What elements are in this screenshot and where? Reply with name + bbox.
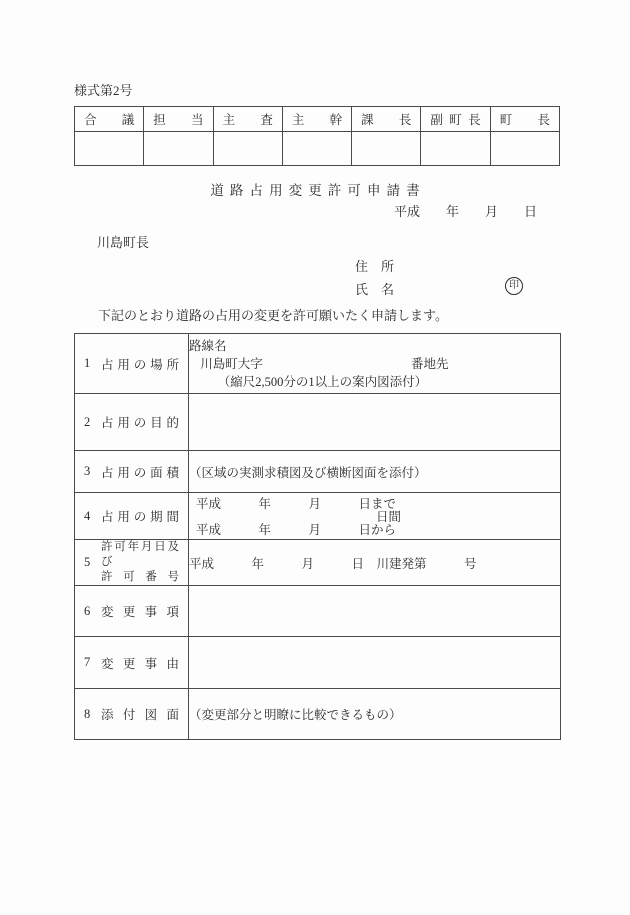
row-label: 変更事由	[101, 656, 179, 671]
row-label-cell	[75, 689, 189, 740]
row-label-cell	[75, 451, 189, 493]
row-occupation-purpose	[75, 394, 561, 451]
row-change-reason	[75, 637, 561, 689]
row-label	[101, 540, 188, 585]
row-change-items	[75, 586, 561, 637]
approval-header-cell: 担当	[144, 107, 213, 132]
seal-icon	[505, 277, 523, 295]
row-number: 3	[84, 464, 91, 478]
row-value-cell	[189, 586, 561, 637]
row-number: 6	[84, 603, 91, 618]
place-suffix: 番地先	[411, 356, 449, 371]
approval-stamp-cell	[75, 132, 144, 166]
approval-header-cell: 主査	[213, 107, 282, 132]
address-label: 住 所	[355, 259, 395, 274]
row-label: 占用の場所	[101, 357, 179, 372]
row-occupation-place	[75, 334, 561, 394]
row-number: 7	[84, 655, 91, 669]
row-value-cell	[189, 493, 561, 540]
form-title: 道路占用変更許可申請書	[210, 183, 426, 198]
period-from: 平成 年 月 日から	[196, 523, 397, 537]
row-value-cell	[189, 637, 561, 689]
row-number: 2	[84, 414, 91, 429]
row-label-line1: 許可年月日及び	[101, 541, 179, 568]
row-attached-drawings	[75, 689, 561, 740]
row-permit-date-number	[75, 540, 561, 586]
route-name-label: 路線名	[189, 338, 227, 353]
map-note: （縮尺2,500分の1以上の案内図添付）	[217, 374, 428, 389]
place-prefix: 川島町大字	[200, 356, 263, 371]
place-line	[189, 355, 560, 373]
form-number: 様式第2号	[74, 83, 133, 98]
row-label-cell	[75, 334, 189, 394]
seal-character: 印	[509, 280, 519, 291]
approval-header-cell: 課長	[352, 107, 421, 132]
approval-header-row	[75, 107, 560, 132]
row-label: 添付図面	[101, 708, 179, 722]
row-occupation-period	[75, 493, 561, 540]
row-label-cell	[75, 637, 189, 689]
approval-header-cell: 町長	[490, 107, 559, 132]
row-label-cell	[75, 493, 189, 540]
row-number: 8	[84, 706, 91, 721]
application-statement: 下記のとおり道路の占用の変更を許可願いたく申請します。	[98, 308, 448, 323]
row-value-cell: （区域の実測求積図及び横断図面を添付）	[189, 451, 561, 493]
approval-stamp-cell	[490, 132, 559, 166]
approval-stamp-cell	[421, 132, 490, 166]
row-value-cell: 平成 年 月 日 川建発第 号	[189, 540, 561, 586]
approval-stamp-cell	[352, 132, 421, 166]
main-table	[74, 333, 561, 740]
row-label: 占用の面積	[101, 465, 179, 480]
approval-stamp-row	[75, 132, 560, 166]
row-label-cell	[75, 540, 189, 586]
approval-stamp-cell	[144, 132, 213, 166]
submission-date-line: 平成 年 月 日	[393, 204, 537, 219]
row-label: 占用の目的	[101, 416, 179, 430]
row-value-cell	[189, 394, 561, 451]
row-occupation-area	[75, 451, 561, 493]
approval-stamp-cell	[282, 132, 351, 166]
row-label: 占用の期間	[101, 510, 179, 524]
row-number: 5	[84, 555, 91, 569]
row-label: 変更事項	[101, 605, 179, 619]
row-label-cell	[75, 394, 189, 451]
period-duration: 日間	[376, 510, 402, 524]
row-value-cell	[189, 334, 561, 394]
approval-header-cell: 主幹	[282, 107, 351, 132]
approval-table	[74, 106, 560, 166]
row-number: 1	[84, 356, 91, 370]
name-label: 氏 名	[355, 282, 395, 297]
period-to: 平成 年 月 日まで	[196, 497, 397, 511]
approval-stamp-cell	[213, 132, 282, 166]
approval-header-cell: 合議	[75, 107, 144, 132]
row-number: 4	[84, 508, 91, 523]
row-label-line2: 許可番号	[101, 571, 179, 583]
row-value-cell: （変更部分と明瞭に比較できるもの）	[189, 689, 561, 740]
addressee: 川島町長	[97, 235, 150, 250]
row-label-cell	[75, 586, 189, 637]
applicant-block	[355, 255, 394, 301]
approval-header-cell: 副町長	[421, 107, 490, 132]
